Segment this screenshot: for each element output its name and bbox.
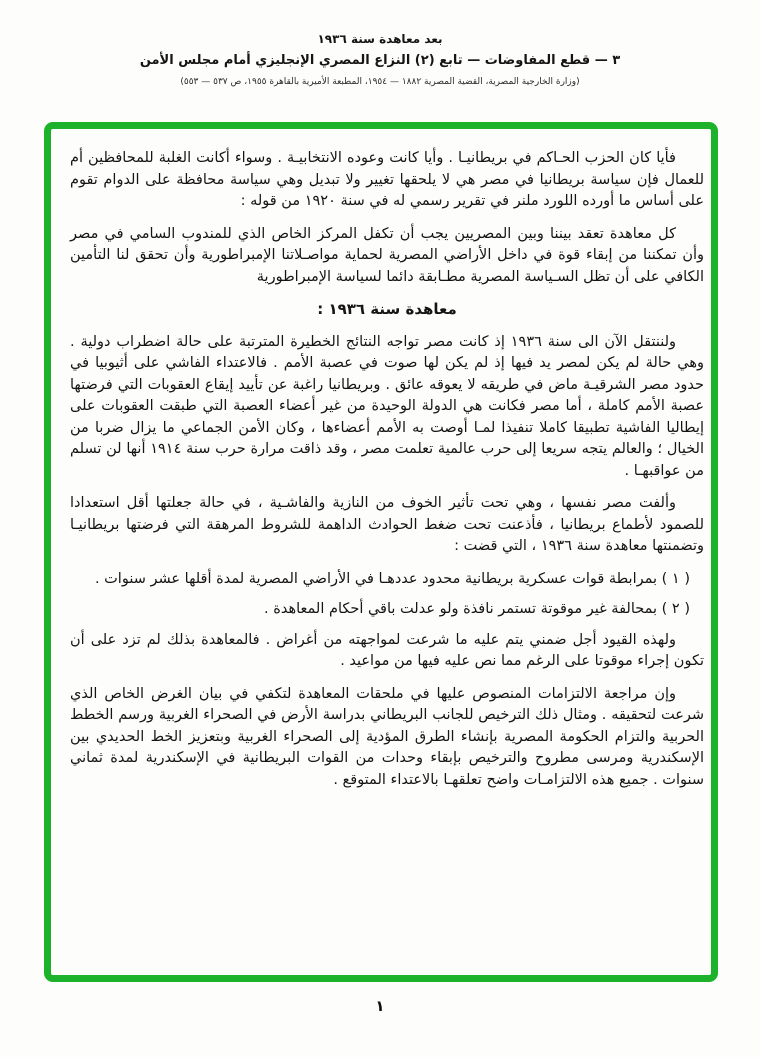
paragraph-egypt-fear: وألفت مصر نفسها ، وهي تحت تأثير الخوف من النازية والفاشـية ، في حالة جعلتها أقل استعدادا للصمود لأطماع بريطانيا ، فأذعنت تحت ضغط الحوادث الداهمة للشروط المرهقة التي فرضتها بريطانيـا وتضمنتها معاهدة سنة ١٩٣٦ ، التي قضت :: [70, 495, 704, 554]
paragraph-implicit-limits: ولهذه القيود أجل ضمني يتم عليه ما شرعت لمواجهته من أغراض . فالمعاهدة بذلك لم تزد على أن تكون إجراء موقوتا على الرغم مما نص عليه فيها من مواعيد .: [70, 631, 704, 669]
paragraph-obligations-review: وإن مراجعة الالتزامات المنصوص عليها في ملحقات المعاهدة لتكفي في بيان الغرض الخاص الذي شرعت لتحقيقه . ومثال ذلك الترخيص للجانب البريطاني بدراسة الأرض في الصحراء الغربية ورسم الخطط الحربية والتزام الحكومة المصرية بإنشاء الطرق المؤدية إلى الصحراء الغربية وبتعزيز الخط الحديدي بين الإسكندرية ومرسى مطروح والترخيص بإبقاء وحدات من القوات البريطانية في الإسكندرية لمدة ثماني سنوات . جميع هذه الالتزامـات واضح تعلقهـا بالاعتداء المتوقع .: [70, 685, 704, 788]
header-running-title: بعد معاهدة سنة ١٩٣٦: [317, 32, 443, 46]
header-source-citation: (وزارة الخارجية المصرية، القضية المصرية ١٨٨٢ — ١٩٥٤، المطبعة الأميرية بالقاهرة ١٩٥٥، ص ٥٣٧ — ٥٥٣): [180, 77, 580, 87]
document-body-text: [70, 148, 704, 802]
treaty-clause-item: ( ١ ) بمرابطة قوات عسكرية بريطانية محدود عددهـا في الأراضي المصرية لمدة أقلها عشر سنوات .: [94, 570, 690, 587]
paragraph-intro: فأيا كان الحزب الحـاكم في بريطانيـا . وأيا كانت وعوده الانتخابيـة . وسواء أكانت الغلبة للمحافظين أم للعمال فإن سياسة بريطانيا في مصر هي لا يلحقها تغيير ولا تبديل وهي سياسة محافظة على الدوام تقوم على أساس ما أورده اللورد ملنر في تقرير رسمي له في سنة ١٩٢٠ من قوله :: [70, 150, 704, 209]
treaty-clause-item: ( ٢ ) بمحالفة غير موقوتة تستمر نافذة ولو عدلت باقي أحكام المعاهدة .: [264, 601, 690, 617]
page-number: ١: [375, 997, 385, 1015]
paragraph-milner-quote: كل معاهدة تعقد بيننا وبين المصريين يجب أن تكفل المركز الخاص الذي للمندوب السامي في مصر وأن تمكننا من إبقاء قوة في داخل الأراضي المصرية لحماية مواصـلاتنا الإمبراطورية وأن تحقق لنا التأمين الكافي على أن تظل السـياسة المصرية مطـابقة دائما لسياسة الإمبراطورية: [70, 225, 704, 285]
page-header: [0, 32, 760, 87]
paragraph-treaty-context: ولننتقل الآن الى سنة ١٩٣٦ إذ كانت مصر تواجه النتائج الخطيرة المترتبة على حالة اضطراب دولية . وهي حالة لم يكن لمصر يد فيها إذ لم يكن لها صوت في عصبة الأمم . فالاعتداء الفاشي على أثيوبيا في حدود مصر الشرقيـة ماض في طريقه لا يعوقه عائق . وبريطانيا راغبة عن تأييد إيقاع العقوبات التي فرضتها عصبة الأمم كاملة ، أما مصر فكانت هي الدولة الوحيدة من غير أعضاء العصبة التي طبقت العقوبات على إيطاليا الفاشية تطبيقا كاملا تنفيذا لمـا أوصت به الأمم أعضاءها ، وكان الأمن الجماعي ما يزال ضربا من الخيال ؛ والعالم يتجه سريعا إلى حرب عالمية تعلمت مصر ، وقد ذاقت مرارة حرب سنة ١٩١٤ أنها لن تسلم من عواقبهـا .: [70, 333, 704, 479]
section-heading-treaty-1936: معاهدة سنة ١٩٣٦ :: [317, 300, 457, 318]
header-chapter-title: ٣ — قطع المفاوضات — تابع (٢) النزاع المصري الإنجليزي أمام مجلس الأمن: [139, 53, 621, 68]
